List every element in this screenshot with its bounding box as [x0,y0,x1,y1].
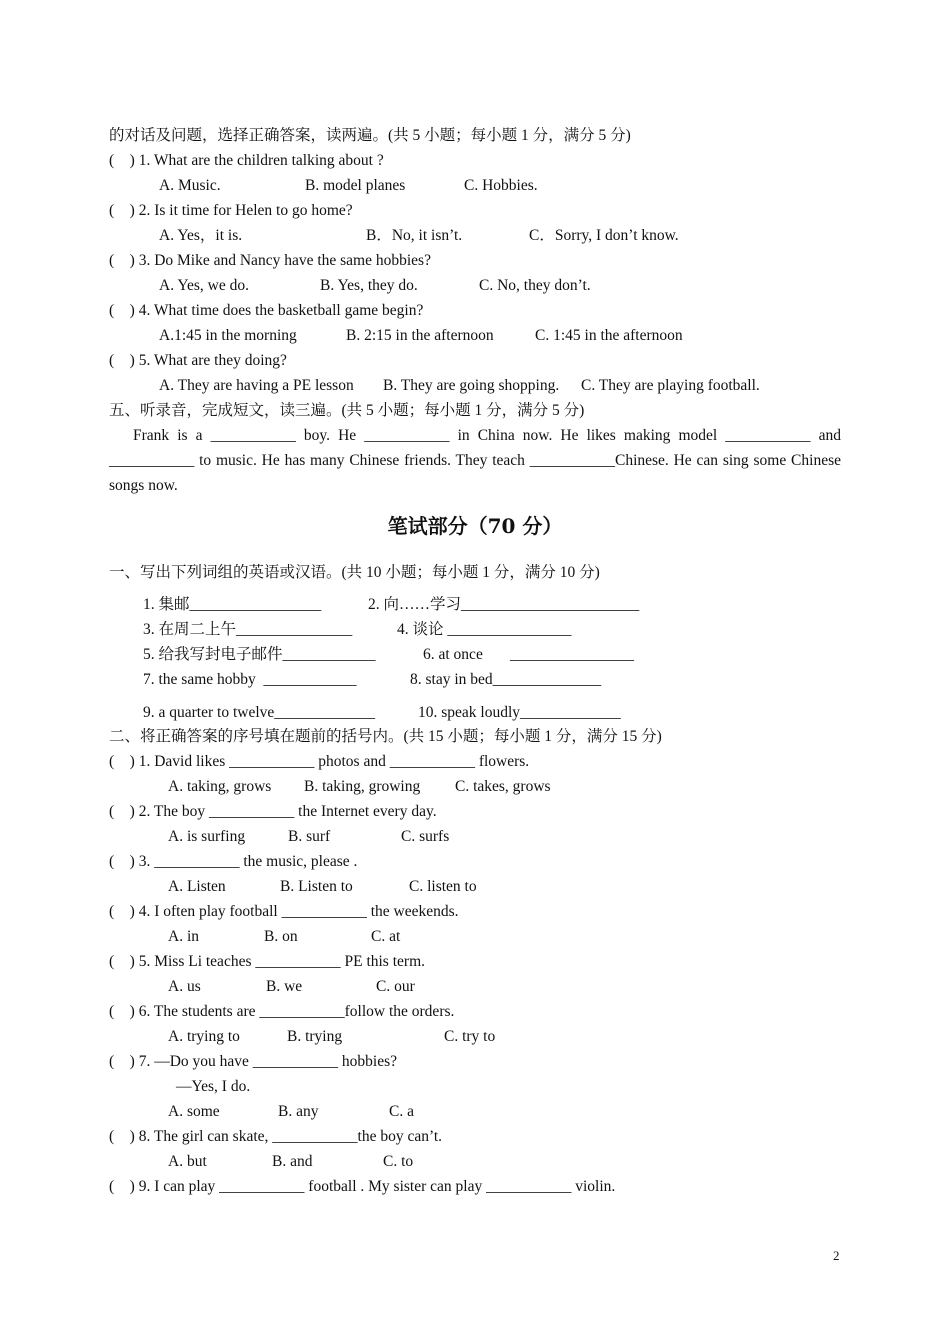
option-c: C. surfs [401,828,450,845]
option-a: A. Yes, we do. [159,277,249,294]
option-a: A. Music. [159,177,221,194]
vocab-item: 4. 谈论 ________________ [397,621,572,638]
option-c: C. try to [444,1028,496,1045]
option-b: B. on [264,928,298,945]
option-a: A. trying to [168,1028,240,1045]
option-a: A. Yes，it is. [159,227,243,244]
option-c: C. They are playing football. [581,377,760,394]
question-2-2: ( ) 2. The boy ___________ the Internet every day. [109,803,437,820]
option-c: C. a [389,1103,414,1120]
option-a: A. taking, grows [168,778,272,795]
option-b: B. we [266,978,303,995]
option-c: C. Hobbies. [464,177,538,194]
question-2-8: ( ) 8. The girl can skate, ___________the boy can’t. [109,1128,443,1145]
option-b: B. trying [287,1028,343,1045]
option-a: A. but [168,1153,207,1170]
option-a: A. some [168,1103,220,1120]
vocab-item: 5. 给我写封电子邮件____________ [143,646,376,663]
question-2-7: ( ) 7. —Do you have ___________ hobbies? [109,1053,397,1070]
question-2-9: ( ) 9. I can play ___________ football . My sister can play ___________ violin. [109,1178,616,1195]
vocab-item: 3. 在周二上午_______________ [143,621,353,638]
option-c: C. No, they don’t. [479,277,591,294]
option-b: B. and [272,1153,313,1170]
vocab-item: 10. speak loudly_____________ [418,704,621,721]
question-2-1: ( ) 1. David likes ___________ photos and ___________ flowers. [109,753,530,770]
question-2-3: ( ) 3. ___________ the music, please . [109,853,358,870]
vocab-item: 1. 集邮_________________ [143,596,322,613]
option-a: A. us [168,978,201,995]
section-5-passage: Frank is a ___________ boy. He ___________ in China now. He likes making model ___________ and ___________ to music. He has many Chinese friends. They teach ___________Chinese. He can sing some Chinese songs now. [109,427,841,494]
question-4-3: ( ) 3. Do Mike and Nancy have the same hobbies? [109,252,431,269]
option-b: B. any [278,1103,319,1120]
option-a: A.1:45 in the morning [159,327,297,344]
option-a: A. Listen [168,878,226,895]
option-c: C. at [371,928,401,945]
option-b: B. taking, growing [304,778,421,795]
question-4-4: ( ) 4. What time does the basketball game begin? [109,302,424,319]
option-b: B. surf [288,828,331,845]
written-q1-heading: 一、写出下列词组的英语或汉语。(共 10 小题；每小题 1 分，满分 10 分) [109,564,600,581]
option-b: B. They are going shopping. [383,377,560,394]
option-b: B. Listen to [280,878,353,895]
section-4-instruction: 的对话及问题，选择正确答案，读两遍。(共 5 小题；每小题 1 分，满分 5 分) [109,127,631,144]
option-c: C. takes, grows [455,778,551,795]
vocab-item: 9. a quarter to twelve_____________ [143,704,376,721]
option-b: B．No, it isn’t. [366,227,463,244]
question-2-5: ( ) 5. Miss Li teaches ___________ PE this term. [109,953,425,970]
reply-line: —Yes, I do. [176,1078,251,1095]
option-c: C. to [383,1153,414,1170]
written-part-title: 笔试部分（70 分） [387,514,563,538]
option-a: A. is surfing [168,828,246,845]
page-number: 2 [833,1248,840,1263]
option-c: C. listen to [409,878,477,895]
vocab-item: 8. stay in bed______________ [410,671,602,688]
option-b: B. Yes, they do. [320,277,418,294]
question-4-5: ( ) 5. What are they doing? [109,352,287,369]
question-4-1: ( ) 1. What are the children talking about ? [109,152,384,169]
section-5-heading: 五、听录音，完成短文，读三遍。(共 5 小题；每小题 1 分，满分 5 分) [109,402,585,419]
vocab-item: 2. 向……学习_______________________ [368,596,640,613]
option-c: C. 1:45 in the afternoon [535,327,683,344]
option-c: C. our [376,978,415,995]
vocab-item: 7. the same hobby ____________ [143,671,357,688]
question-4-2: ( ) 2. Is it time for Helen to go home? [109,202,353,219]
option-b: B. 2:15 in the afternoon [346,327,494,344]
vocab-item: 6. at once ________________ [423,646,634,663]
option-a: A. in [168,928,199,945]
option-b: B. model planes [305,177,406,194]
option-c: C．Sorry, I don’t know. [529,227,679,244]
written-q2-heading: 二、将正确答案的序号填在题前的括号内。(共 15 小题；每小题 1 分，满分 15 分) [109,728,662,745]
option-a: A. They are having a PE lesson [159,377,354,394]
question-2-4: ( ) 4. I often play football ___________ the weekends. [109,903,459,920]
question-2-6: ( ) 6. The students are ___________follow the orders. [109,1003,455,1020]
